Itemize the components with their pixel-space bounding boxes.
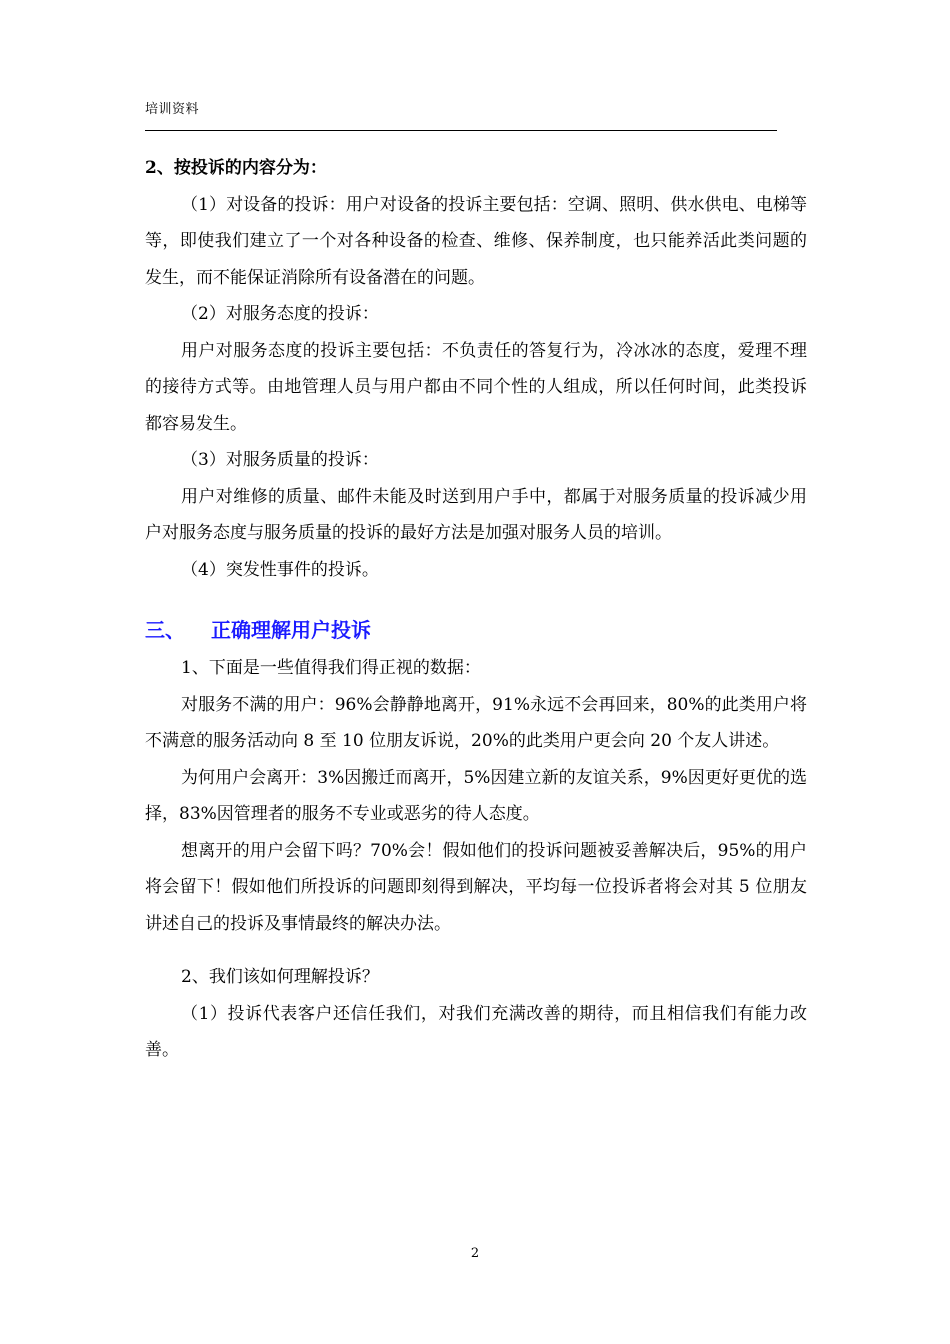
subheading-complaint-content: 2、按投诉的内容分为： [145,158,327,178]
item-emergency-event: （4）突发性事件的投诉。 [181,559,379,580]
item-service-attitude: （2）对服务态度的投诉： [181,304,379,324]
page-number: 2 [470,1246,480,1261]
subheading-understand-complaints: 2、我们该如何理解投诉？ [181,967,379,987]
paragraph-equipment-complaint: （1）对设备的投诉：用户对设备的投诉主要包括：空调、照明、供水供电、电梯等等，即使我们建立了一个对各种设备的检查、维修、保养制度，也只能养活此类问题的发生，而不能保证消除所有设备潜在的问题。 [145,194,807,288]
section-title: 正确理解用户投诉 [211,618,371,642]
paragraph-trust: （1）投诉代表客户还信任我们，对我们充满改善的期待，而且相信我们有能力改善。 [145,1003,807,1060]
paragraph-service-attitude: 用户对服务态度的投诉主要包括：不负责任的答复行为，冷冰冰的态度，爱理不理的接待方式等。由地管理人员与用户都由不同个性的人组成，所以任何时间，此类投诉都容易发生。 [145,340,807,434]
paragraph-users-stay: 想离开的用户会留下吗？70%会！假如他们的投诉问题被妥善解决后，95%的用户将会留下！假如他们所投诉的问题即刻得到解决，平均每一位投诉者将会对其 5 位朋友讲述自己的投诉及事情最终的解决办法。 [145,840,807,934]
paragraph-gap [145,942,807,959]
paragraph-why-users-leave: 为何用户会离开：3%因搬迁而离开，5%因建立新的友谊关系，9%因更好更优的选择，83%因管理者的服务不专业或恶劣的待人态度。 [145,767,807,824]
section-heading [145,610,807,650]
section-number: 三、 [145,618,185,642]
paragraph-service-quality: 用户对维修的质量、邮件未能及时送到用户手中，都属于对服务质量的投诉减少用户对服务态度与服务质量的投诉的最好方法是加强对服务人员的培训。 [145,486,807,543]
subheading-data: 1、下面是一些值得我们得正视的数据： [181,658,481,678]
page-header: 培训资料 [145,102,200,117]
document-body [145,150,807,1069]
paragraph-dissatisfied-users: 对服务不满的用户：96%会静静地离开，91%永远不会再回来，80%的此类用户将不满意的服务活动向 8 至 10 位朋友诉说，20%的此类用户更会向 20 个友人讲述。 [145,694,807,751]
header-divider [145,130,777,131]
item-service-quality: （3）对服务质量的投诉： [181,450,379,470]
